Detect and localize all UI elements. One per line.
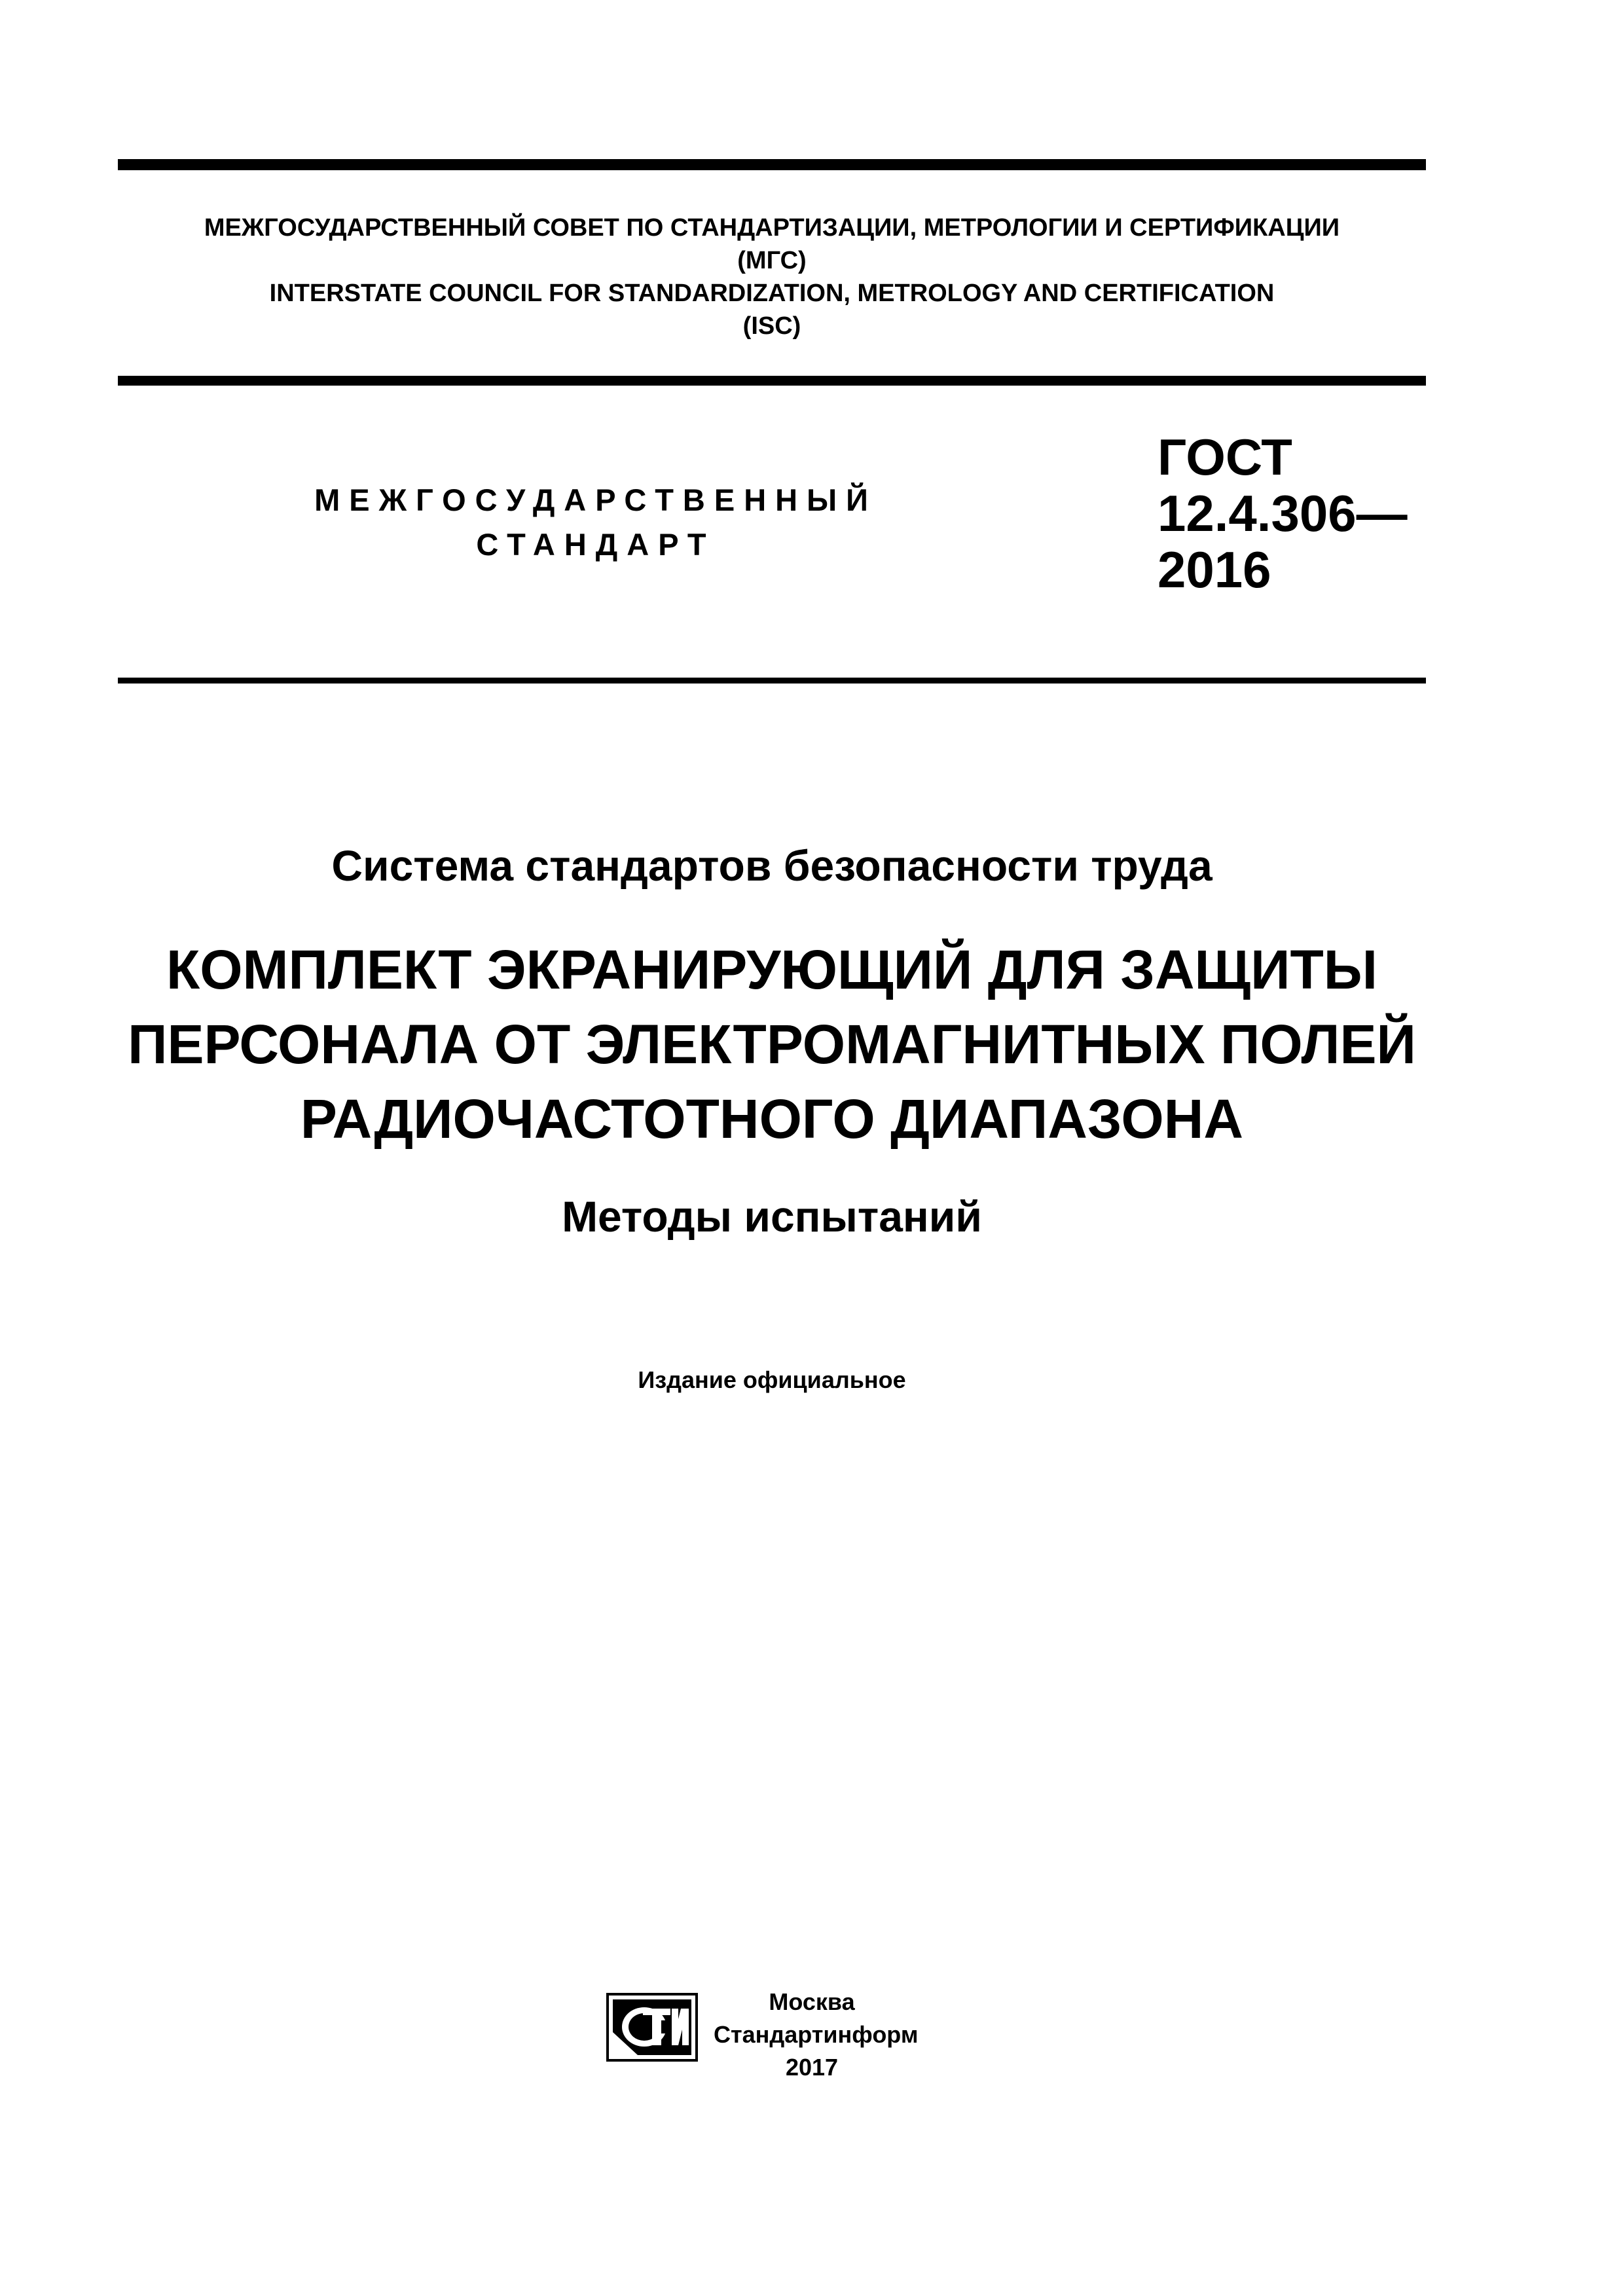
gost-label: ГОСТ: [1158, 428, 1292, 486]
council-abbr-ru: (МГС): [737, 247, 807, 274]
gost-number: 12.4.306—: [1158, 484, 1408, 542]
middle-divider: [118, 376, 1426, 386]
gost-designation: [1158, 429, 1408, 598]
standard-type: [262, 478, 930, 567]
standard-type-line1: МЕЖГОСУДАРСТВЕННЫЙ: [314, 483, 877, 517]
publication-year: 2017: [785, 2054, 839, 2081]
edition-note: Издание официальное: [638, 1366, 906, 1393]
publisher-city: Москва: [769, 1988, 855, 2015]
system-title: Система стандартов безопасности труда: [331, 841, 1213, 890]
council-name-en: INTERSTATE COUNCIL FOR STANDARDIZATION, METROLOGY AND CERTIFICATION: [269, 280, 1275, 307]
council-name-ru: МЕЖГОСУДАРСТВЕННЫЙ СОВЕТ ПО СТАНДАРТИЗАЦИИ, МЕТРОЛОГИИ И СЕРТИФИКАЦИИ: [204, 214, 1340, 242]
lower-divider: [118, 678, 1426, 683]
council-abbr-en: (ISC): [742, 312, 801, 340]
subtitle: Методы испытаний: [562, 1192, 982, 1241]
publisher-name: Стандартинформ: [714, 2021, 919, 2048]
gost-year: 2016: [1158, 541, 1271, 598]
standartinform-logo-icon: [606, 1993, 698, 2062]
main-title-line2: ПЕРСОНАЛА ОТ ЭЛЕКТРОМАГНИТНЫХ ПОЛЕЙ: [128, 1013, 1416, 1075]
publisher-block: [714, 1986, 919, 2084]
main-title-line1: КОМПЛЕКТ ЭКРАНИРУЮЩИЙ ДЛЯ ЗАЩИТЫ: [166, 939, 1378, 1000]
main-title-line3: РАДИОЧАСТОТНОГО ДИАПАЗОНА: [300, 1088, 1244, 1150]
standard-type-line2: СТАНДАРТ: [476, 527, 716, 562]
top-divider: [118, 159, 1426, 170]
council-header: [118, 211, 1426, 342]
main-title: [118, 932, 1426, 1156]
